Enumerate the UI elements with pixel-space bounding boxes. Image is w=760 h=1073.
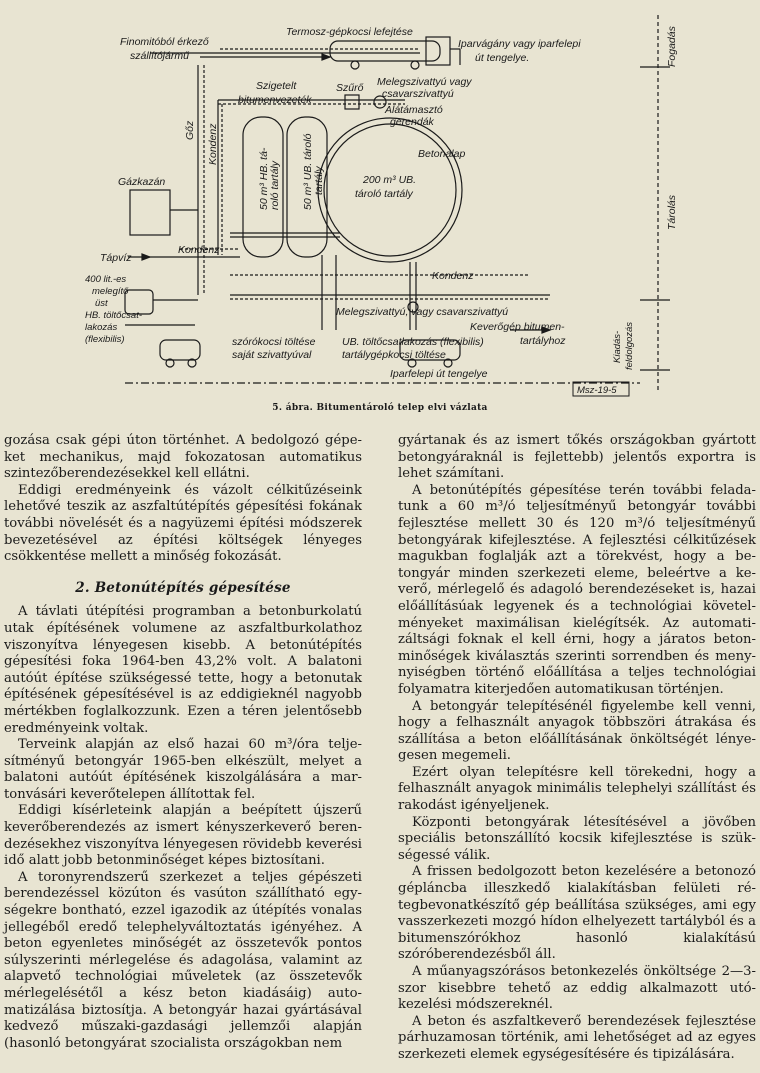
figure-caption: 5. ábra. Bitumentároló telep elvi vázlata	[272, 403, 488, 413]
label-sprayer2: saját szivattyúval	[232, 349, 312, 361]
paragraph: A betongyár telepítésénél figyelembe kell venni, hogy a felhasznált anyagok többszöri átrakása és szállítása a beton előállításának önköltségét lényegesen megemeli.	[398, 698, 756, 764]
label-tank3b: tároló tartály	[355, 188, 413, 200]
label-hb-fill1: HB. töltőcsat-	[85, 310, 143, 321]
label-tank1: 50 m³ HB. tá-	[258, 147, 270, 210]
label-ub-fill2: tartálygépkocsi töltése	[342, 349, 446, 361]
label-mixer2: tartályhoz	[520, 335, 566, 347]
label-fogadas: Fogadás	[666, 26, 678, 67]
label-tank2: 50 m³ UB. tároló	[302, 133, 314, 210]
label-tank3a: 200 m³ UB.	[363, 174, 417, 186]
label-vehicle: szállítójármű	[130, 50, 189, 62]
paragraph: Központi betongyárak létesítésével a jövőben speciális betonszállító kocsik kifejlesztése is szükségessé válik.	[398, 814, 756, 863]
label-support1: Alátámasztó	[385, 104, 443, 116]
paragraph: gozása csak gépi úton történhet. A bedolgozó gépeket mechanikus, majd fokozatosan automatikus szintezőberendezésekkel kell ellátni.	[4, 433, 362, 482]
paragraph: Eddigi kísérleteink alapján a beépített újszerű keverőberendezés az ismert kényszerkeverő berendezésekhez viszonyítva lényegesen rövidebb keverési idő alatt jobb betonminőséget képes biztosítani.	[4, 803, 362, 869]
paragraph: A műanyagszórásos betonkezelés önköltsége 2—3-szor kisebbre tehető az eddig alkalmazott utókezelési módszereknél.	[398, 964, 756, 1013]
bitumen-storage-schematic	[80, 5, 710, 400]
label-concrete-base: Betonalap	[418, 148, 466, 160]
label-condensate-1: Kondenz	[178, 244, 220, 256]
label-mixer1: Keverőgép bitumen-	[470, 321, 565, 333]
paragraph: Terveink alapján az első hazai 60 m³/óra teljesítményű betongyár 1965-ben elkészült, melyet a balatoni autóút építésének kiszolgálására a martonvásári keverőtelepen állítottak fel.	[4, 737, 362, 802]
section-heading: 2. Betonútépítés gépesítése	[75, 579, 291, 596]
label-ub-fill1: UB. töltőcsatlakozás (flexibilis)	[342, 336, 484, 348]
label-support2: gerendák	[390, 116, 434, 128]
label-figure-code: Msz-19-5	[577, 385, 617, 396]
label-condensate-vertical: Kondenz	[207, 123, 219, 165]
label-tank2b: tartály	[313, 166, 325, 195]
label-rail1: Iparvágány vagy iparfelepi	[458, 38, 581, 50]
label-sprayer1: szórókocsi töltése	[232, 336, 316, 348]
label-hb-fill2: lakozás	[85, 322, 118, 333]
label-steam: Gőz	[184, 120, 196, 140]
label-gas-boiler: Gázkazán	[118, 176, 166, 188]
paragraph: A frissen bedolgozott beton kezelésére a betonozó gépláncba illeszkedő kialakításban felületi rétegbevonatkészítő gép beállítása szükséges, ami egy vasszerkezeti mozgó hídon elhelyezett tartályból és a bitumenszórókhoz hasonló kialakítású szóróberendezésből áll.	[398, 864, 756, 963]
paragraph: Ezért olyan telepítésre kell törekedni, hogy a felhasznált anyagok minimális telephelyi szállítást és rakodást igényeljenek.	[398, 764, 756, 814]
label-refinery: Finomitóból érkező	[120, 36, 209, 48]
label-filter: Szűrő	[336, 82, 364, 94]
label-pump3: Melegszivattyú, vagy csavarszivattyú	[336, 306, 509, 318]
left-column	[4, 433, 362, 1052]
label-storage: Tárolás	[666, 194, 678, 230]
label-output2: feldolgozás	[624, 321, 635, 370]
paragraph: A toronyrendszerű szerkezet a teljes gépészeti berendezéssel közúton és vasúton szállítható egységekre bontható, ezzel igazodik az útépítés vonalas jellegéből eredő telephelyváltoztatás igényéhez. A beton egyenletes minőségét az összetevők pontos súlyszerinti mérlegelése és adagolása, valamint az alapvető technológiai műveletek (az összetevők mérlegelésétől a kész beton kiadásáig) automatizálása biztosítja. A betongyár hazai gyártásával kedvező műszaki-gazdasági jellemzői alapján (hasonló betongyárat szocialista országokban nem	[4, 869, 362, 1051]
schematic-figure	[80, 5, 710, 400]
paragraph: A távlati útépítési programban a betonburkolatú utak építésének volumene az aszfaltburkolathoz viszonyítva lényegesen kisebb. A betonútépítés gépesítési foka 1964-ben 43,2% volt. A balatoni autóút építése szükségessé tette, hogy a betonutak építésének gépesítésével is az eddigieknél nagyobb mértékben foglalkozzunk. Ezen a téren jelentősebb eredményeink voltak.	[4, 604, 362, 736]
label-kettle2: melegítő	[92, 286, 129, 297]
label-kettle3: üst	[95, 298, 108, 309]
right-column	[398, 433, 756, 1064]
label-termosz: Termosz-gépkocsi lefejtése	[286, 26, 413, 38]
label-insulated1: Szigetelt	[256, 80, 297, 92]
label-tank1b: roló tartály	[269, 160, 281, 210]
label-pump1: Melegszivattyú vagy	[377, 76, 472, 88]
paragraph: A beton és aszfaltkeverő berendezések fejlesztése párhuzamosan történik, ami lehetőséget ad az egyes szerkezeti elemek egységesítésére és tipizálására.	[398, 1013, 756, 1062]
label-rail2: út tengelye.	[475, 52, 530, 64]
paragraph: Eddigi eredményeink és vázolt célkitűzéseink lehetővé teszik az aszfaltútépítés gépesítési fokának további növelését és a nagyüzemi építési módszerek bevezetésével az építési költségek lényeges csökkentése mellett a minőség fokozását.	[4, 482, 362, 565]
label-output1: Kiadás-	[612, 330, 623, 363]
label-feedwater: Tápvíz	[100, 252, 132, 264]
paragraph: A betonútépítés gépesítése terén további feladatunk a 60 m³/ó teljesítményű betongyár további fejlesztése mellett 30 és 120 m³/ó teljesítményű betongyárak kifejlesztése. A fejlesztési célkitűzések magukban foglalják azt a törekvést, hogy a betongyár minden szerkezeti eleme, beleértve a keverő, mérlegelő és adagoló berendezéseket is, hazai előállításúak legyenek és a technológiai követelményeket maximálisan kielégítsék. Az automatizáltsági foknak el kell érni, hogy a járatos betonminőségek kiválasztás szerinti sorrendben és menynyiségben történő előállítása a teljes technológiai folyamatra kiterjedően automatikusan történjen.	[398, 482, 756, 697]
label-kettle1: 400 lit.-es	[85, 274, 127, 285]
label-pump2: csavarszivattyú	[382, 88, 454, 100]
label-hb-fill3: (flexibilis)	[85, 334, 125, 345]
paragraph: gyártanak és az ismert tőkés országokban gyártott betongyáraknál is fejlettebb) jelentős exportra is lehet számítani.	[398, 433, 756, 482]
label-condensate-2: Kondenz	[432, 270, 474, 282]
label-insulated2: bitumenvezeték	[238, 94, 312, 106]
label-road-axis: Iparfelepi út tengelye	[390, 368, 488, 380]
